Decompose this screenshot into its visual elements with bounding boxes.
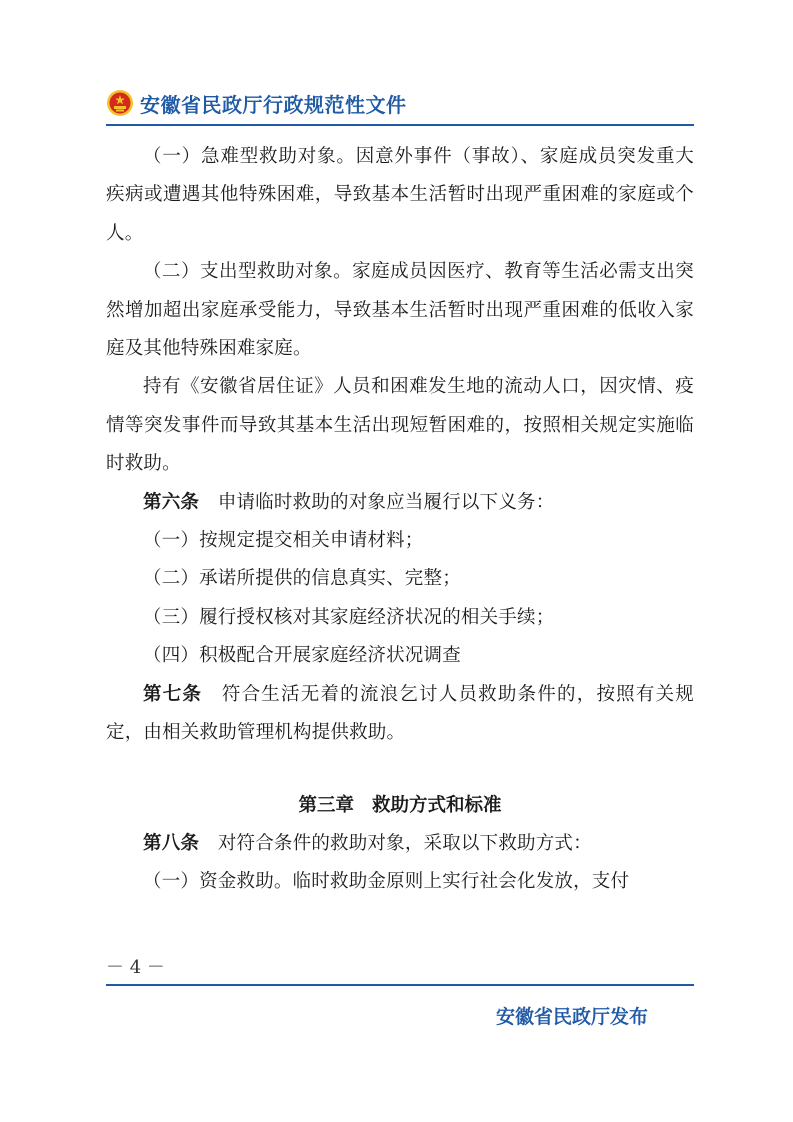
article-6-item: （一）按规定提交相关申请材料； bbox=[143, 530, 424, 552]
footer-divider bbox=[106, 984, 694, 986]
article-7-text: 符合生活无着的流浪乞讨人员救助条件的，按照有关规定，由相关救助管理机构提供救助。 bbox=[106, 683, 694, 744]
chapter-heading bbox=[106, 787, 694, 825]
article-6-text: 申请临时救助的对象应当履行以下义务： bbox=[217, 491, 555, 513]
paragraph-emergency-recipients: （一）急难型救助对象。因意外事件（事故）、家庭成员突发重大疾病或遭遇其他特殊困难，导致基本生活暂时出现严重困难的家庭或个人。 bbox=[106, 146, 694, 244]
document-body bbox=[106, 138, 694, 902]
national-emblem-icon bbox=[106, 89, 134, 117]
spacer bbox=[106, 753, 694, 787]
article-6-item: （三）履行授权核对其家庭经济状况的相关手续； bbox=[143, 606, 555, 628]
article-8-text: 对符合条件的救助对象，采取以下救助方式： bbox=[217, 832, 592, 854]
paragraph-expenditure-recipients: （二）支出型救助对象。家庭成员因医疗、教育等生活必需支出突然增加超出家庭承受能力，导致基本生活暂时出现严重困难的低收入家庭及其他特殊困难家庭。 bbox=[106, 261, 694, 360]
article-8-label: 第八条 bbox=[143, 832, 200, 854]
chapter-number: 第三章 bbox=[298, 794, 354, 816]
header-divider bbox=[106, 124, 694, 126]
article-6-item: （二）承诺所提供的信息真实、完整； bbox=[143, 568, 461, 590]
article-6-item: （四）积极配合开展家庭经济状况调查 bbox=[143, 645, 461, 667]
article-8-item: （一）资金救助。临时救助金原则上实行社会化发放，支付 bbox=[143, 871, 630, 893]
article-6-label: 第六条 bbox=[143, 491, 200, 513]
document-header bbox=[106, 86, 407, 120]
footer-publisher: 安徽省民政厅发布 bbox=[495, 1006, 648, 1028]
page-number: － 4 － bbox=[106, 957, 165, 978]
article-8 bbox=[106, 825, 694, 863]
header-title: 安徽省民政厅行政规范性文件 bbox=[140, 92, 407, 117]
article-7-label: 第七条 bbox=[143, 683, 203, 705]
article-6 bbox=[106, 484, 694, 522]
paragraph-residence-permit: 持有《安徽省居住证》人员和困难发生地的流动人口，因灾情、疫情等突发事件而导致其基本生活出现短暂困难的，按照相关规定实施临时救助。 bbox=[106, 376, 694, 475]
article-7 bbox=[106, 676, 694, 753]
chapter-title: 救助方式和标准 bbox=[372, 794, 502, 816]
